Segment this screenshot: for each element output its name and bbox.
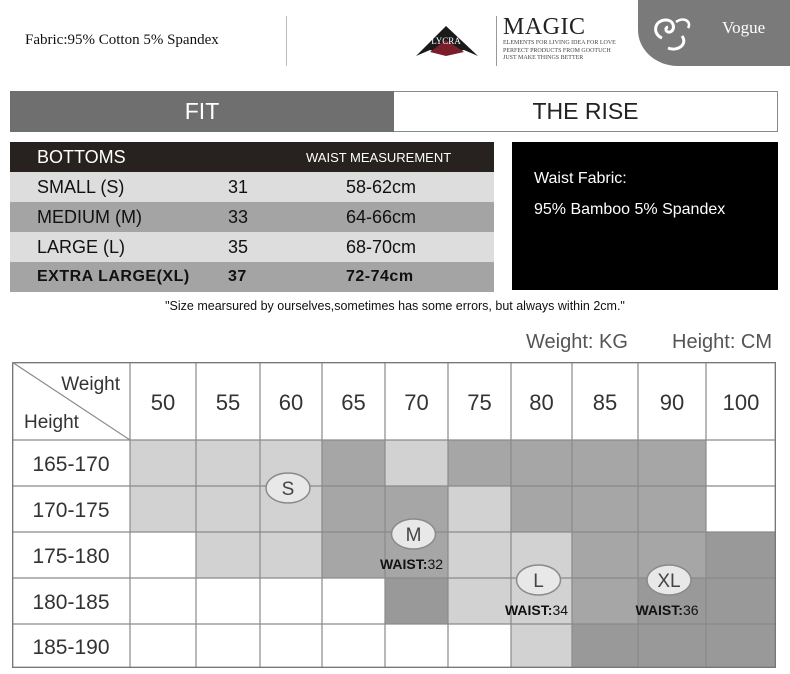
- rise-fabric-label: Waist Fabric:: [534, 170, 627, 187]
- chart-cell: [130, 624, 196, 668]
- chart-cell: [572, 578, 638, 624]
- waist-text: WAIST: [379, 556, 423, 572]
- size-badge-label: M: [405, 525, 422, 546]
- chart-cell: [572, 486, 638, 532]
- header-divider: [286, 16, 287, 66]
- size-badge-label: L: [533, 571, 544, 592]
- waist-text: WAIST: [504, 602, 548, 618]
- height-row-label: 165-170: [32, 453, 110, 476]
- corner-weight-label: Weight: [61, 374, 120, 395]
- size-code: 35: [228, 236, 249, 257]
- waist-range: 58-62cm: [346, 176, 417, 197]
- weight-column-label: 85: [592, 390, 618, 415]
- magic-slogan-line: ELEMENTS FOR LIVING IDEA FOR LOVE: [503, 40, 616, 46]
- weight-unit-label: Weight: KG: [526, 331, 628, 353]
- height-row-label: 175-180: [32, 545, 110, 568]
- rise-info-panel: [512, 142, 778, 290]
- chart-cell: [638, 440, 706, 486]
- bottoms-table-row: [10, 232, 494, 262]
- tab-the-rise[interactable]: THE RISE: [394, 91, 778, 132]
- weight-column-label: 65: [341, 390, 366, 415]
- chart-cell: [322, 624, 385, 668]
- chart-cell: [130, 486, 196, 532]
- bottoms-table-row: [10, 202, 494, 232]
- chart-cell: [196, 532, 260, 578]
- height-row-label: 180-185: [32, 591, 110, 614]
- size-waist-label: [380, 556, 443, 572]
- chart-cell: [706, 440, 776, 486]
- waist-range: 64-66cm: [346, 206, 417, 227]
- rise-fabric-composition: 95% Bamboo 5% Spandex: [534, 201, 726, 218]
- weight-column-label: 50: [150, 390, 176, 415]
- bottoms-table-header: [10, 142, 494, 172]
- chart-cell: [706, 486, 776, 532]
- lycra-logo: [412, 22, 482, 62]
- chart-cell: [572, 440, 638, 486]
- chart-cell: [322, 532, 385, 578]
- waist-range: 72-74cm: [346, 268, 414, 285]
- chart-cell: [196, 578, 260, 624]
- size-waist-label: [635, 602, 698, 618]
- chart-cell: [260, 532, 322, 578]
- waist-measurement-header: WAIST MEASUREMENT: [306, 149, 452, 165]
- bottoms-header-label: BOTTOMS: [37, 146, 126, 167]
- magic-brand-title: MAGIC: [503, 14, 586, 40]
- size-code: 33: [228, 206, 249, 227]
- height-row-label: 170-175: [32, 499, 110, 522]
- weight-column-label: 60: [278, 390, 304, 415]
- fabric-composition: Fabric:95% Cotton 5% Spandex: [25, 32, 219, 48]
- vogue-logo: [638, 0, 790, 66]
- weight-column-label: 75: [467, 390, 492, 415]
- chart-cell: [260, 578, 322, 624]
- weight-column-label: 55: [215, 390, 241, 415]
- waist-colon: :: [547, 602, 553, 618]
- waist-value: 36: [682, 602, 699, 618]
- chart-cell: [638, 486, 706, 532]
- magic-slogan-line: PERFECT PRODUCTS FROM GOOTUCH: [503, 47, 611, 54]
- weight-column-label: 80: [529, 390, 554, 415]
- chart-cell: [130, 578, 196, 624]
- waist-value: 34: [552, 602, 569, 618]
- size-badge-label: XL: [657, 571, 681, 592]
- chart-cell: [706, 532, 776, 578]
- chart-cell: [196, 440, 260, 486]
- lycra-logo-text: LYCRA: [431, 36, 461, 46]
- chart-cell: [130, 532, 196, 578]
- chart-cell: [322, 440, 385, 486]
- chart-cell: [448, 532, 511, 578]
- chart-cell: [572, 624, 638, 668]
- height-row-label: 185-190: [32, 636, 110, 659]
- measurement-note: "Size mearsured by ourselves,sometimes has some errors, but always within 2cm.": [165, 299, 625, 313]
- chart-cell: [385, 624, 448, 668]
- brand-divider: [496, 16, 497, 66]
- vogue-logo-text: Vogue: [722, 18, 766, 37]
- waist-colon: :: [678, 602, 683, 618]
- waist-text: WAIST: [635, 602, 679, 618]
- tab-fit[interactable]: FIT: [10, 91, 394, 132]
- corner-height-label: Height: [24, 412, 79, 433]
- chart-cell: [448, 440, 511, 486]
- chart-cell: [322, 486, 385, 532]
- size-code: 31: [228, 176, 249, 197]
- chart-cell: [706, 624, 776, 668]
- waist-range: 68-70cm: [346, 236, 417, 257]
- magic-slogan-line: JUST MAKE THINGS BETTER: [503, 55, 584, 61]
- height-unit-label: Height: CM: [672, 331, 773, 353]
- weight-column-label: 90: [659, 390, 685, 415]
- chart-cell: [448, 624, 511, 668]
- weight-column-label: 100: [722, 390, 760, 415]
- chart-cell: [385, 578, 448, 624]
- chart-cell: [260, 624, 322, 668]
- chart-cell: [448, 486, 511, 532]
- size-badge-label: S: [281, 479, 295, 500]
- chart-cell: [385, 440, 448, 486]
- weight-column-label: 70: [404, 390, 429, 415]
- chart-cell: [511, 624, 572, 668]
- size-waist-label: [505, 602, 568, 618]
- size-code: 37: [228, 268, 247, 285]
- size-name: SMALL (S): [37, 176, 125, 197]
- size-name: EXTRA LARGE(XL): [37, 268, 190, 285]
- chart-cell: [196, 486, 260, 532]
- chart-cell: [196, 624, 260, 668]
- bottoms-table-row: [10, 172, 494, 202]
- waist-value: 32: [427, 556, 444, 572]
- bottoms-table-row: [10, 262, 494, 292]
- chart-cell: [130, 440, 196, 486]
- chart-cell: [706, 578, 776, 624]
- chart-cell: [511, 486, 572, 532]
- chart-cell: [638, 624, 706, 668]
- chart-cell: [322, 578, 385, 624]
- waist-colon: :: [422, 556, 428, 572]
- size-name: MEDIUM (M): [37, 206, 142, 227]
- size-name: LARGE (L): [37, 236, 126, 257]
- size-chart-grid: [12, 362, 776, 668]
- chart-cell: [448, 578, 511, 624]
- magic-brand-slogan: [503, 40, 633, 63]
- chart-cell: [572, 532, 638, 578]
- chart-cell: [511, 440, 572, 486]
